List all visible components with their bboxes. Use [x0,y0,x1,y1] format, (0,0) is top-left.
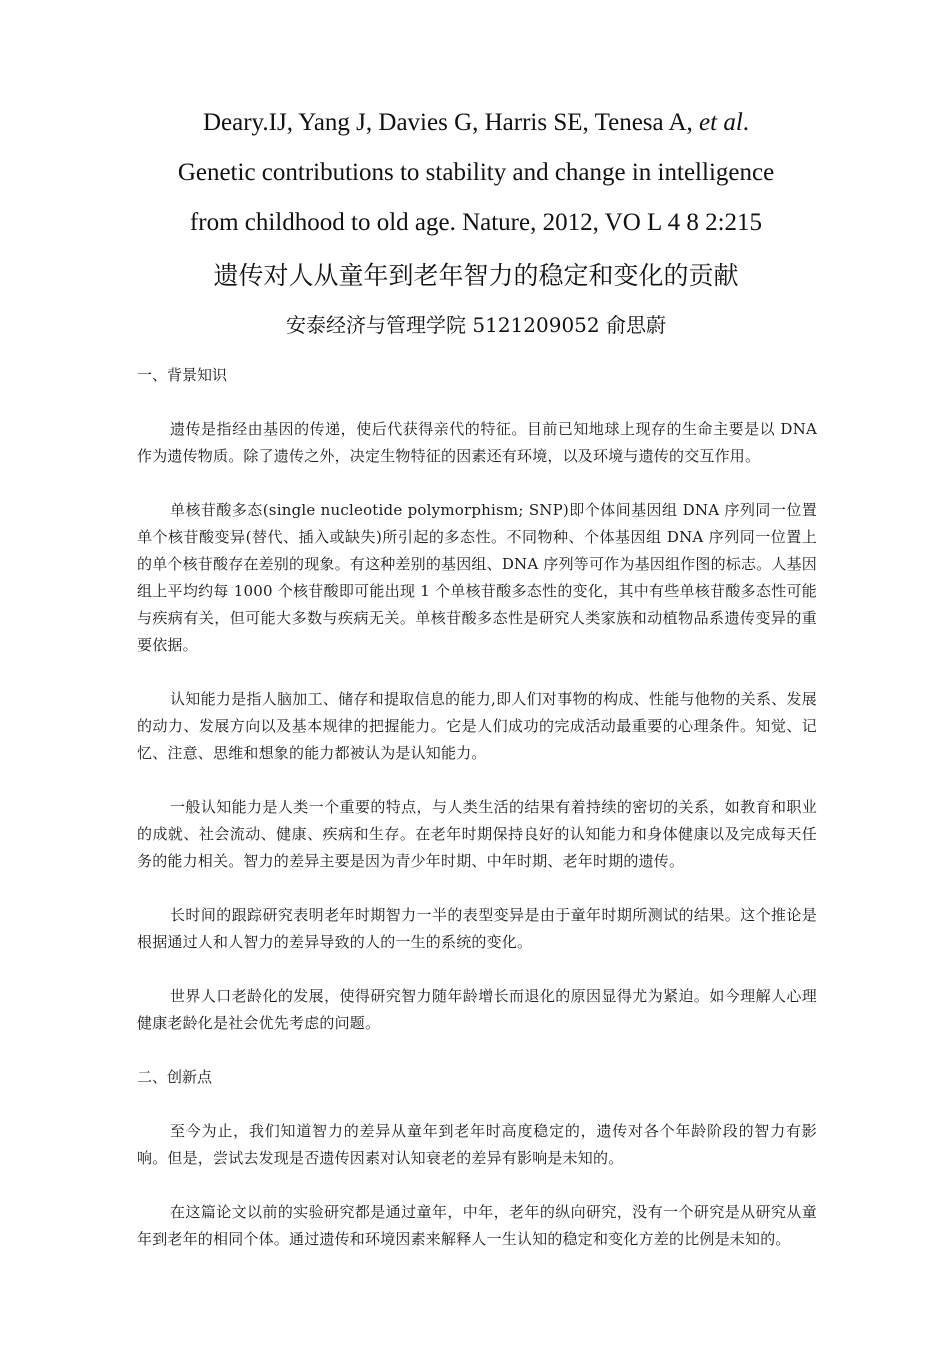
paragraph-stability: 至今为止，我们知道智力的差异从童年到老年时高度稳定的，遗传对各个年龄阶段的智力有影响。但是，尝试去发现是否遗传因素对认知衰老的差异有影响是未知的。 [137,1122,817,1167]
chinese-title: 遗传对人从童年到老年智力的稳定和变化的贡献 [213,261,739,290]
paragraph-cognitive-ability: 认知能力是指人脑加工、储存和提取信息的能力,即人们对事物的构成、性能与他物的关系、发展的动力、发展方向以及基本规律的把握能力。它是人们成功的完成活动最重要的心理条件。知觉、记忆、注意、思维和想象的能力都被认为是认知能力。 [137,690,817,762]
section-heading-innovation: 二、创新点 [137,1068,213,1086]
authors-text: Deary.IJ, Yang J, Davies G, Harris SE, Tenesa A, [202,109,700,136]
paragraph-longitudinal: 长时间的跟踪研究表明老年时期智力一半的表型变异是由于童年时期所测试的结果。这个推论是根据通过人和人智力的差异导致的人的一生的系统的变化。 [137,906,817,951]
authors-end: . [742,109,750,136]
citation-title-line-2: from childhood to old age. Nature, 2012, VO L 4 8 2:215 [189,209,763,236]
citation-title-line-1: Genetic contributions to stability and change in intelligence [177,159,775,186]
paper-header [0,98,952,348]
citation-authors [0,98,952,148]
paragraph-genetics: 遗传是指经由基因的传递，使后代获得亲代的特征。目前已知地球上现存的生命主要是以 DNA 作为遗传物质。除了遗传之外，决定生物特征的因素还有环境，以及环境与遗传的交互作用。 [137,420,817,465]
section-heading-background: 一、背景知识 [137,366,228,384]
author-affiliation: 安泰经济与管理学院 5121209052 俞思蔚 [286,313,666,337]
paragraph-general-cognition: 一般认知能力是人类一个重要的特点，与人类生活的结果有着持续的密切的关系，如教育和职业的成就、社会流动、健康、疾病和生存。在老年时期保持良好的认知能力和身体健康以及完成每天任务的能力相关。智力的差异主要是因为青少年时期、中年时期、老年时期的遗传。 [137,798,817,870]
et-al-text: et al [699,109,743,136]
document-body [137,362,817,1253]
paragraph-aging: 世界人口老龄化的发展，使得研究智力随年龄增长而退化的原因显得尤为紧迫。如今理解人心理健康老龄化是社会优先考虑的问题。 [137,987,817,1032]
paragraph-snp: 单核苷酸多态(single nucleotide polymorphism; SNP)即个体间基因组 DNA 序列同一位置单个核苷酸变异(替代、插入或缺失)所引起的多态性。不同物种、个体基因组 DNA 序列同一位置上的单个核苷酸存在差别的现象。有这种差别的基因组、DNA 序列等可作为基因组作图的标志。人基因组上平均约每 1000 个核苷酸即可能出现 1 个单核苷酸多态性的变化，其中有些单核苷酸多态性可能与疾病有关，但可能大多数与疾病无关。单核苷酸多态性是研究人类家族和动植物品系遗传变异的重要依据。 [137,501,817,654]
paragraph-prior-studies: 在这篇论文以前的实验研究都是通过童年，中年，老年的纵向研究，没有一个研究是从研究从童年到老年的相同个体。通过遗传和环境因素来解释人一生认知的稳定和变化方差的比例是未知的。 [137,1203,817,1248]
